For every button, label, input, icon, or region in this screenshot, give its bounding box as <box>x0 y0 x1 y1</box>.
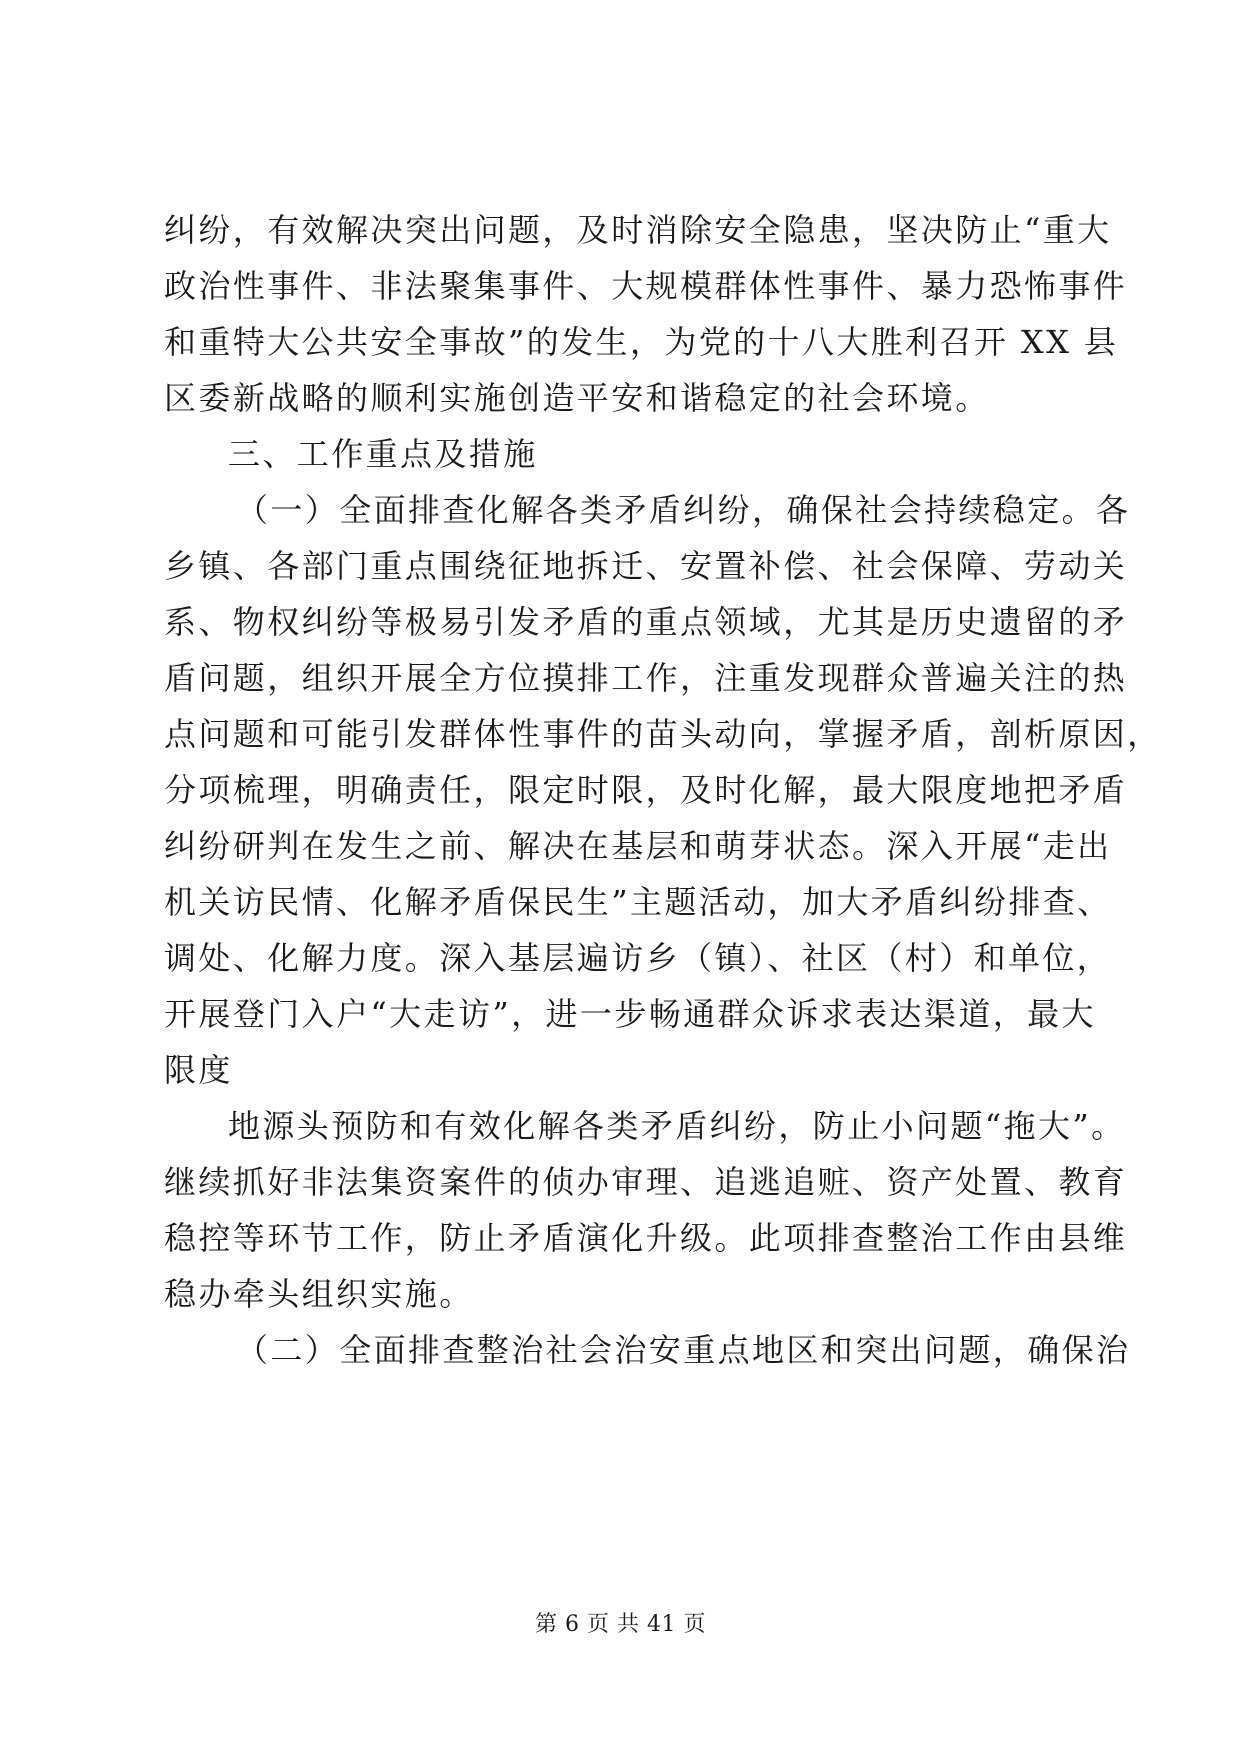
page-number-footer: 第 6 页 共 41 页 <box>535 1612 706 1637</box>
body-text-line: 稳办牵头组织实施。 <box>164 1275 474 1313</box>
body-text-line: 地源头预防和有效化解各类矛盾纠纷，防止小问题“拖大”。 <box>228 1107 1126 1145</box>
body-text-line: 纠纷研判在发生之前、解决在基层和萌芽状态。深入开展“走出 <box>164 827 1112 865</box>
body-text-line: 点问题和可能引发群体性事件的苗头动向，掌握矛盾，剖析原因， <box>164 715 1162 753</box>
body-text-line: 开展登门入户“大走访”，进一步畅通群众诉求表达渠道，最大 <box>164 995 1096 1033</box>
body-text-line: 继续抓好非法集资案件的侦办审理、追逃追赃、资产处置、教育 <box>164 1163 1128 1201</box>
section-heading: 三、工作重点及措施 <box>228 435 538 473</box>
body-text-line: 调处、化解力度。深入基层遍访乡（镇）、社区（村）和单位， <box>164 939 1112 977</box>
body-text-line: 盾问题，组织开展全方位摸排工作，注重发现群众普遍关注的热 <box>164 659 1128 697</box>
body-text-line: 分项梳理，明确责任，限定时限，及时化解，最大限度地把矛盾 <box>164 771 1128 809</box>
body-text-line: 和重特大公共安全事故”的发生，为党的十八大胜利召开 XX 县 <box>164 323 1119 361</box>
body-text-line: 限度 <box>164 1051 233 1089</box>
body-text-line: 机关访民情、化解矛盾保民生”主题活动，加大矛盾纠纷排查、 <box>164 883 1112 921</box>
body-text-line: 稳控等环节工作，防止矛盾演化升级。此项排查整治工作由县维 <box>164 1219 1128 1257</box>
body-text-line: 区委新战略的顺利实施创造平安和谐稳定的社会环境。 <box>164 379 990 417</box>
body-text-line: 乡镇、各部门重点围绕征地拆迁、安置补偿、社会保障、劳动关 <box>164 547 1128 585</box>
subsection-heading-2: （二）全面排查整治社会治安重点地区和突出问题，确保治 <box>236 1331 1131 1369</box>
body-text-line: 系、物权纠纷等极易引发矛盾的重点领域，尤其是历史遗留的矛 <box>164 603 1128 641</box>
body-text-line: 政治性事件、非法聚集事件、大规模群体性事件、暴力恐怖事件 <box>164 267 1128 305</box>
body-text-line: 纠纷，有效解决突出问题，及时消除安全隐患，坚决防止“重大 <box>164 211 1112 249</box>
subsection-heading-1: （一）全面排查化解各类矛盾纠纷，确保社会持续稳定。各 <box>236 491 1131 529</box>
